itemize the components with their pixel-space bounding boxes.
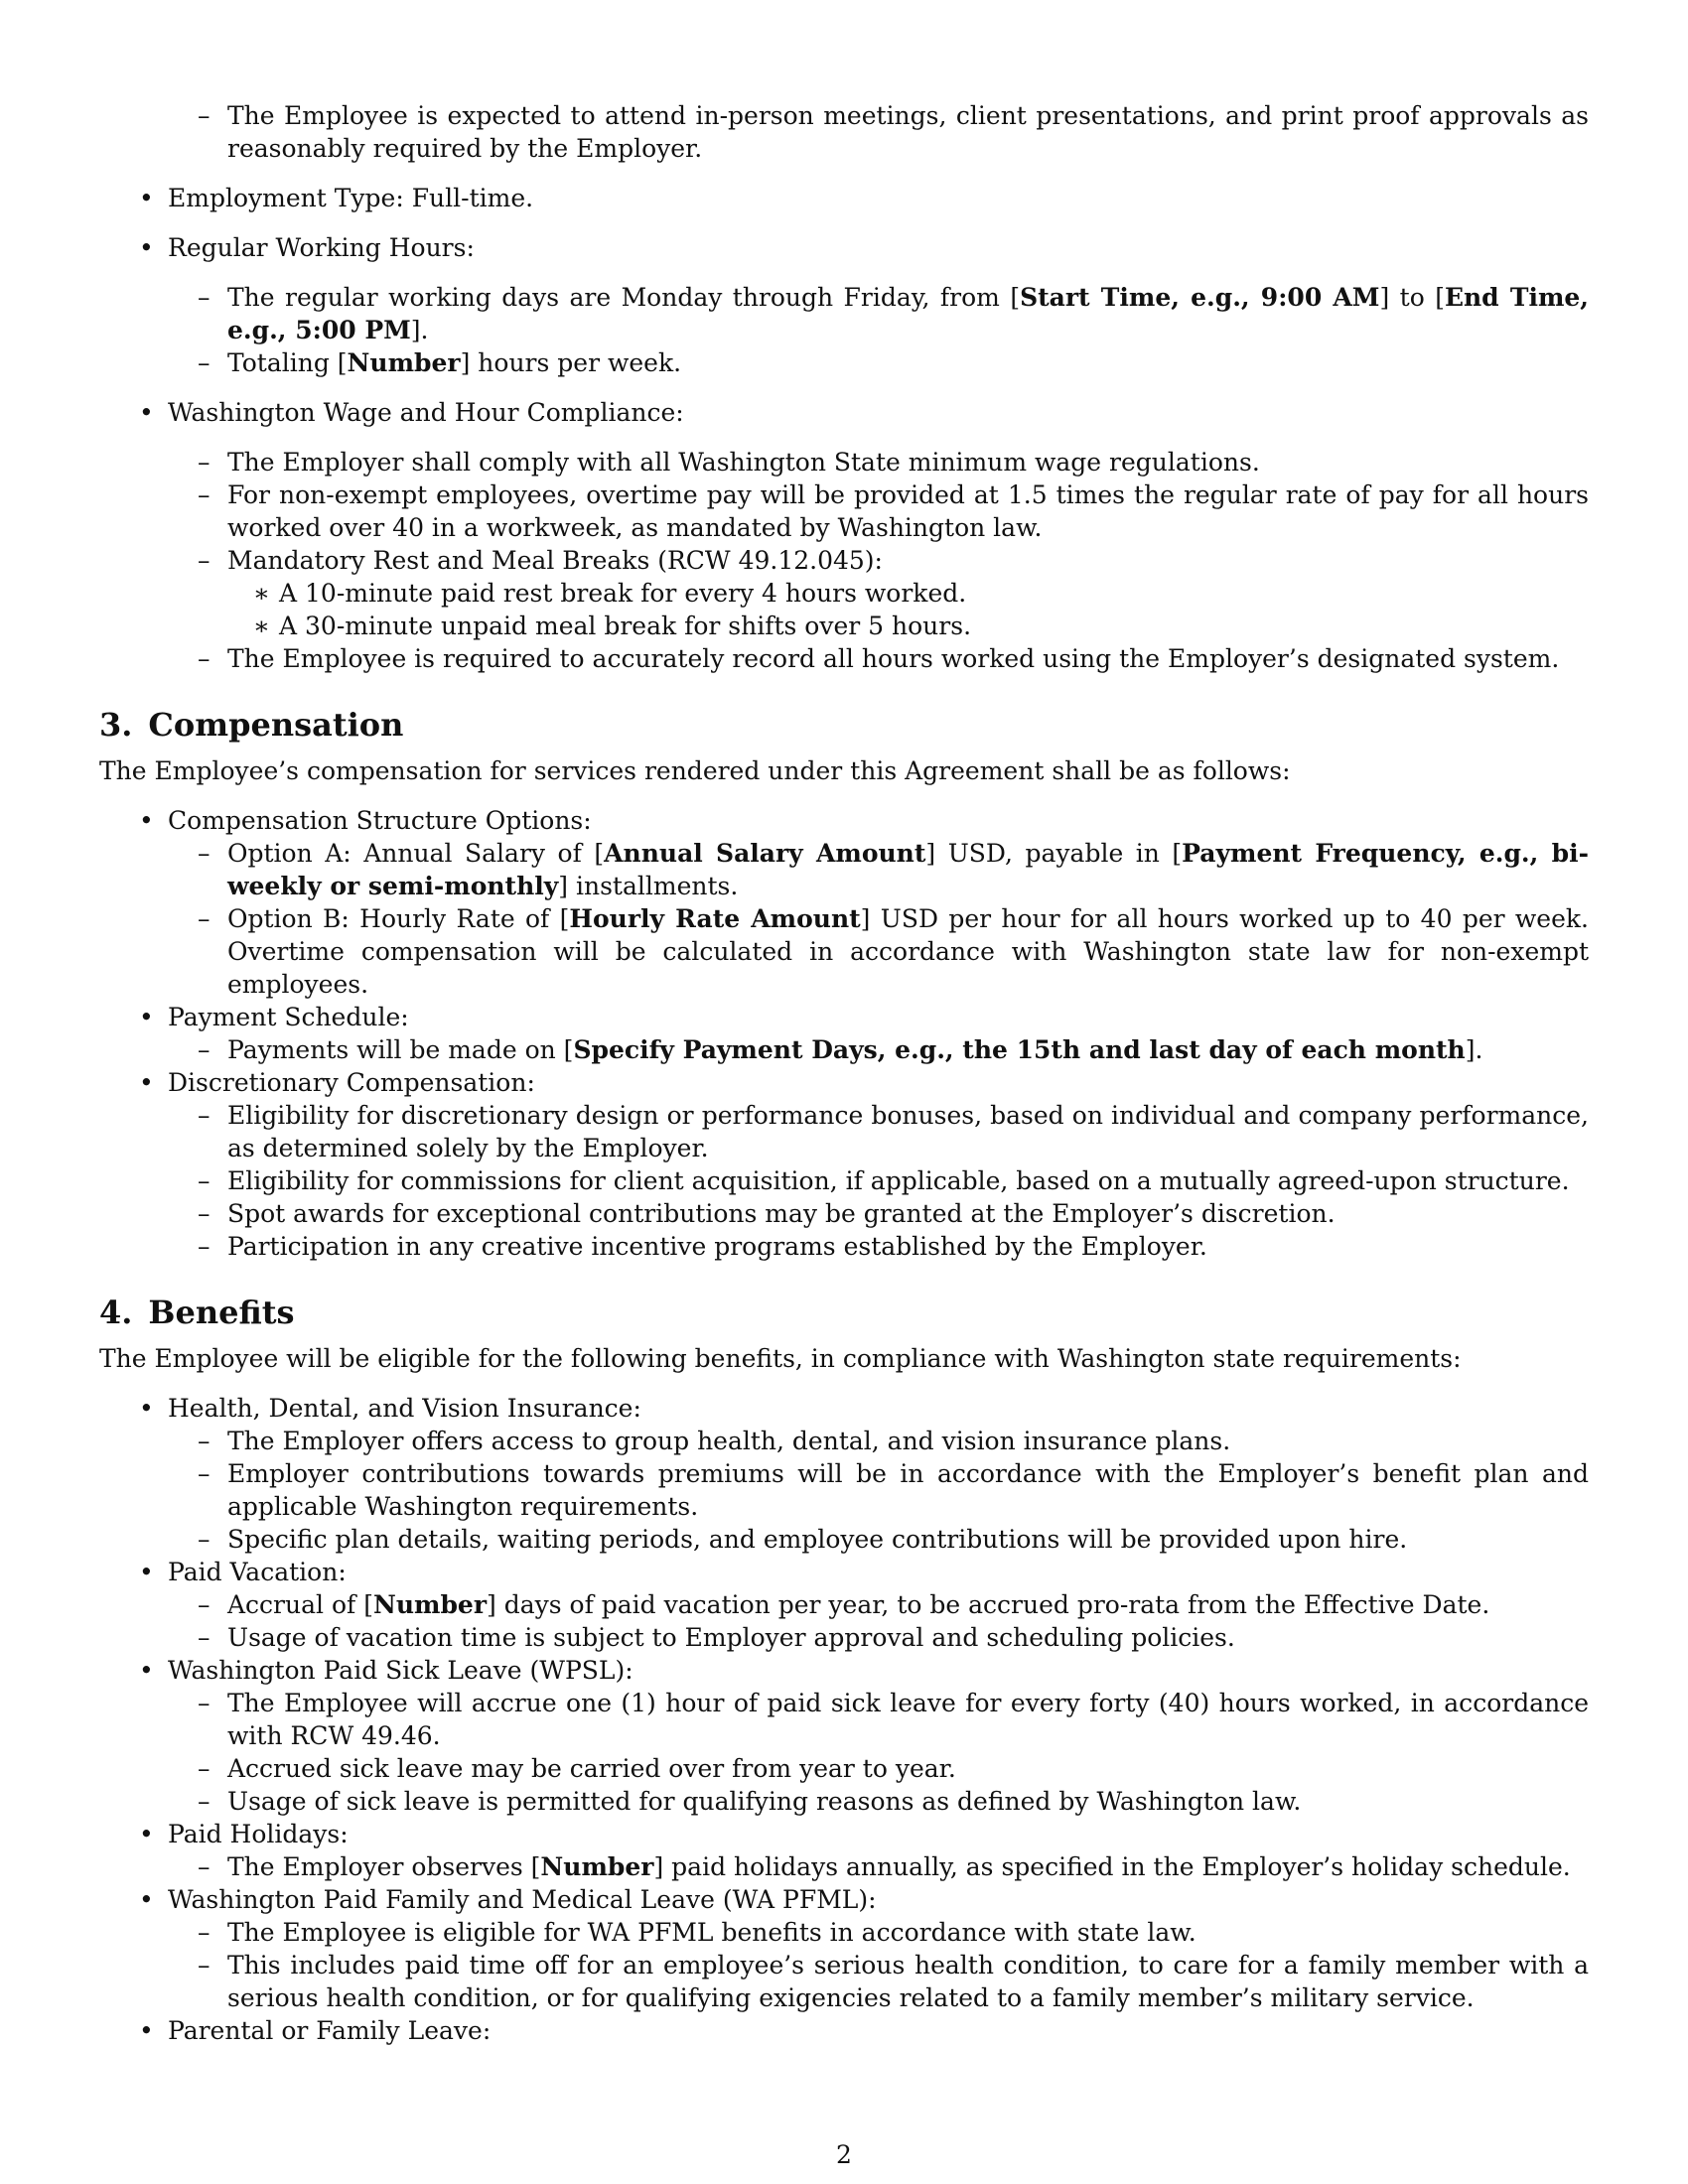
list-item: – Accrued sick leave may be carried over from year to year. bbox=[99, 1752, 1589, 1785]
list-item: ∗ A 10-minute paid rest break for every 4 hours worked. bbox=[99, 577, 1589, 610]
list-item: – Eligibility for discretionary design or performance bonuses, based on individual and company performance, as determined solely by the Employer. bbox=[99, 1099, 1589, 1164]
list-item: – Option A: Annual Salary of [Annual Salary Amount] USD, payable in [Payment Frequency, e.g., bi-weekly or semi-monthly] installments. bbox=[99, 837, 1589, 902]
list-item: – Participation in any creative incentive programs established by the Employer. bbox=[99, 1230, 1589, 1263]
list-item: • Health, Dental, and Vision Insurance: bbox=[99, 1392, 1589, 1425]
list-item: – Eligibility for commissions for client acquisition, if applicable, based on a mutually agreed-upon structure. bbox=[99, 1164, 1589, 1197]
list-item: – The Employer shall comply with all Washington State minimum wage regulations. bbox=[99, 446, 1589, 478]
list-item: – The Employer observes [Number] paid holidays annually, as specified in the Employer’s holiday schedule. bbox=[99, 1850, 1589, 1883]
page-number: 2 bbox=[836, 2140, 852, 2169]
list-item: – The Employee will accrue one (1) hour of paid sick leave for every forty (40) hours worked, in accordance with RCW 49.46. bbox=[99, 1687, 1589, 1752]
list-item: • Washington Paid Sick Leave (WPSL): bbox=[99, 1654, 1589, 1687]
list-item: – Mandatory Rest and Meal Breaks (RCW 49.12.045): bbox=[99, 544, 1589, 577]
list-item: – The Employee is expected to attend in-person meetings, client presentations, and print proof approvals as reasonably required by the Employer. bbox=[99, 99, 1589, 165]
document-page bbox=[99, 99, 1589, 2047]
list-item: • Washington Paid Family and Medical Leave (WA PFML): bbox=[99, 1883, 1589, 1916]
list-item: – Option B: Hourly Rate of [Hourly Rate Amount] USD per hour for all hours worked up to 40 per week. Overtime compensation will be calculated in accordance with Washington state law for non-exempt employees. bbox=[99, 902, 1589, 1001]
list-item: – For non-exempt employees, overtime pay will be provided at 1.5 times the regular rate of pay for all hours worked over 40 in a workweek, as mandated by Washington law. bbox=[99, 478, 1589, 544]
list-item: – Spot awards for exceptional contributions may be granted at the Employer’s discretion. bbox=[99, 1197, 1589, 1230]
list-item: – The Employee is required to accurately record all hours worked using the Employer’s designated system. bbox=[99, 642, 1589, 675]
list-item: – Payments will be made on [Specify Payment Days, e.g., the 15th and last day of each month]. bbox=[99, 1033, 1589, 1066]
section-intro: The Employee’s compensation for services rendered under this Agreement shall be as follows: bbox=[99, 756, 1291, 785]
list-item: • Paid Vacation: bbox=[99, 1556, 1589, 1588]
list-item: – The Employee is eligible for WA PFML benefits in accordance with state law. bbox=[99, 1916, 1589, 1949]
list-item: • Parental or Family Leave: bbox=[99, 2014, 1589, 2047]
section-heading-benefits: 4. Benefits bbox=[99, 1294, 295, 1331]
section-intro: The Employee will be eligible for the following benefits, in compliance with Washington state requirements: bbox=[99, 1344, 1462, 1373]
section-heading-compensation: 3. Compensation bbox=[99, 706, 404, 744]
list-item: • Compensation Structure Options: bbox=[99, 804, 1589, 837]
list-item: – Usage of sick leave is permitted for qualifying reasons as defined by Washington law. bbox=[99, 1785, 1589, 1818]
list-item: • Payment Schedule: bbox=[99, 1001, 1589, 1033]
list-item: – Totaling [Number] hours per week. bbox=[99, 346, 1589, 379]
list-item: • Paid Holidays: bbox=[99, 1818, 1589, 1850]
list-item: – Employer contributions towards premiums will be in accordance with the Employer’s benefit plan and applicable Washington requirements. bbox=[99, 1457, 1589, 1523]
list-item: – This includes paid time off for an employee’s serious health condition, to care for a family member with a serious health condition, or for qualifying exigencies related to a family member’s military service. bbox=[99, 1949, 1589, 2014]
list-item: • Washington Wage and Hour Compliance: bbox=[99, 396, 1589, 429]
list-item: • Discretionary Compensation: bbox=[99, 1066, 1589, 1099]
list-item: – The regular working days are Monday through Friday, from [Start Time, e.g., 9:00 AM] to [End Time, e.g., 5:00 PM]. bbox=[99, 281, 1589, 346]
list-item: • Regular Working Hours: bbox=[99, 231, 1589, 264]
list-item: ∗ A 30-minute unpaid meal break for shifts over 5 hours. bbox=[99, 610, 1589, 642]
list-item: – The Employer offers access to group health, dental, and vision insurance plans. bbox=[99, 1425, 1589, 1457]
list-item: – Specific plan details, waiting periods, and employee contributions will be provided upon hire. bbox=[99, 1523, 1589, 1556]
list-item: – Accrual of [Number] days of paid vacation per year, to be accrued pro-rata from the Effective Date. bbox=[99, 1588, 1589, 1621]
list-item: – Usage of vacation time is subject to Employer approval and scheduling policies. bbox=[99, 1621, 1589, 1654]
list-item: • Employment Type: Full-time. bbox=[99, 182, 1589, 214]
